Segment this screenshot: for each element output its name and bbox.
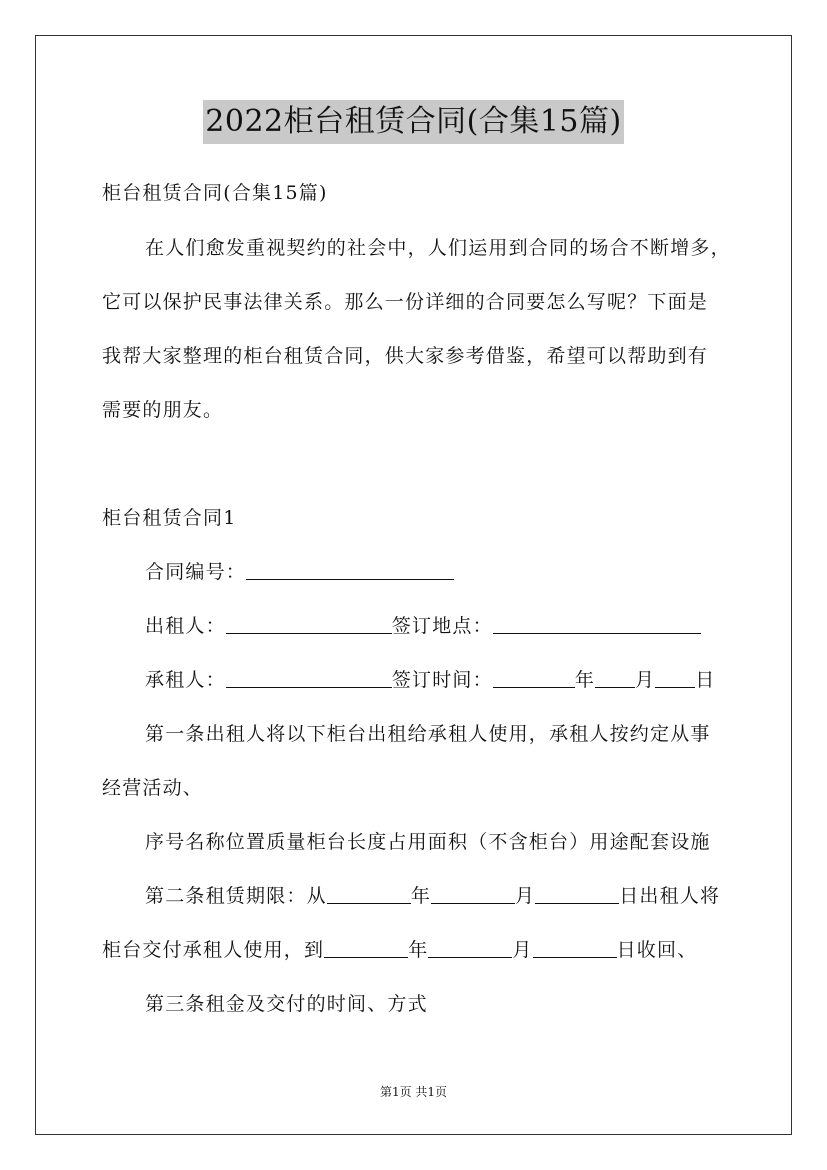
intro-line-3: 我帮大家整理的柜台租赁合同，供大家参考借鉴，希望可以帮助到有 — [102, 345, 709, 367]
table-header-line: 序号名称位置质量柜台长度占用面积（不含柜台）用途配套设施 — [145, 831, 711, 853]
intro-line-1: 在人们愈发重视契约的社会中，人们运用到合同的场合不断增多， — [145, 237, 731, 259]
year-label: 年 — [574, 669, 596, 691]
contract-number-label: 合同编号： — [145, 561, 247, 583]
end-year-label: 年 — [408, 939, 429, 961]
lessee-blank — [226, 669, 392, 688]
sign-year-blank — [493, 669, 575, 688]
sign-day-blank — [655, 669, 695, 688]
clause2-line-1 — [145, 883, 720, 909]
end-year-blank — [324, 939, 408, 958]
sign-time-label: 签订时间： — [391, 669, 493, 691]
sign-month-blank — [595, 669, 635, 688]
intro-line-2: 它可以保护民事法律关系。那么一份详细的合同要怎么写呢？下面是 — [102, 291, 709, 313]
day-label: 日 — [695, 669, 716, 691]
month-label: 月 — [635, 669, 656, 691]
end-month-label: 月 — [512, 939, 533, 961]
contract-number-row — [145, 559, 454, 585]
clause2-line-2 — [102, 937, 697, 963]
end-day-blank — [533, 939, 617, 958]
start-year-label: 年 — [410, 885, 432, 907]
sign-place-label: 签订地点： — [391, 615, 493, 637]
clause2-start: 第二条租赁期限：从 — [145, 885, 327, 907]
lessor-blank — [226, 615, 392, 634]
intro-line-4: 需要的朋友。 — [102, 399, 224, 421]
page-footer: 第1页 共1页 — [379, 1085, 448, 1099]
clause2-line1-end: 日出租人将 — [619, 885, 721, 907]
clause2-line2-start: 柜台交付承租人使用，到 — [102, 939, 325, 961]
lessor-label: 出租人： — [145, 615, 226, 637]
end-month-blank — [428, 939, 512, 958]
start-year-blank — [327, 885, 411, 904]
contract-number-blank — [246, 561, 454, 580]
clause3-line: 第三条租金及交付的时间、方式 — [145, 993, 428, 1015]
start-month-label: 月 — [515, 885, 536, 907]
lessor-row — [145, 613, 701, 639]
lessee-label: 承租人： — [145, 669, 226, 691]
document-title: 2022柜台租赁合同(合集15篇) — [203, 100, 623, 144]
section-heading: 柜台租赁合同1 — [102, 507, 237, 529]
sign-place-blank — [493, 615, 701, 634]
clause2-line2-end: 日收回、 — [616, 939, 698, 961]
start-day-blank — [535, 885, 619, 904]
subtitle: 柜台租赁合同(合集15篇) — [102, 182, 328, 204]
lessee-row — [145, 667, 715, 693]
clause1-line-2: 经营活动、 — [102, 777, 204, 799]
clause1-line-1: 第一条出租人将以下柜台出租给承租人使用，承租人按约定从事 — [145, 723, 711, 745]
start-month-blank — [431, 885, 515, 904]
